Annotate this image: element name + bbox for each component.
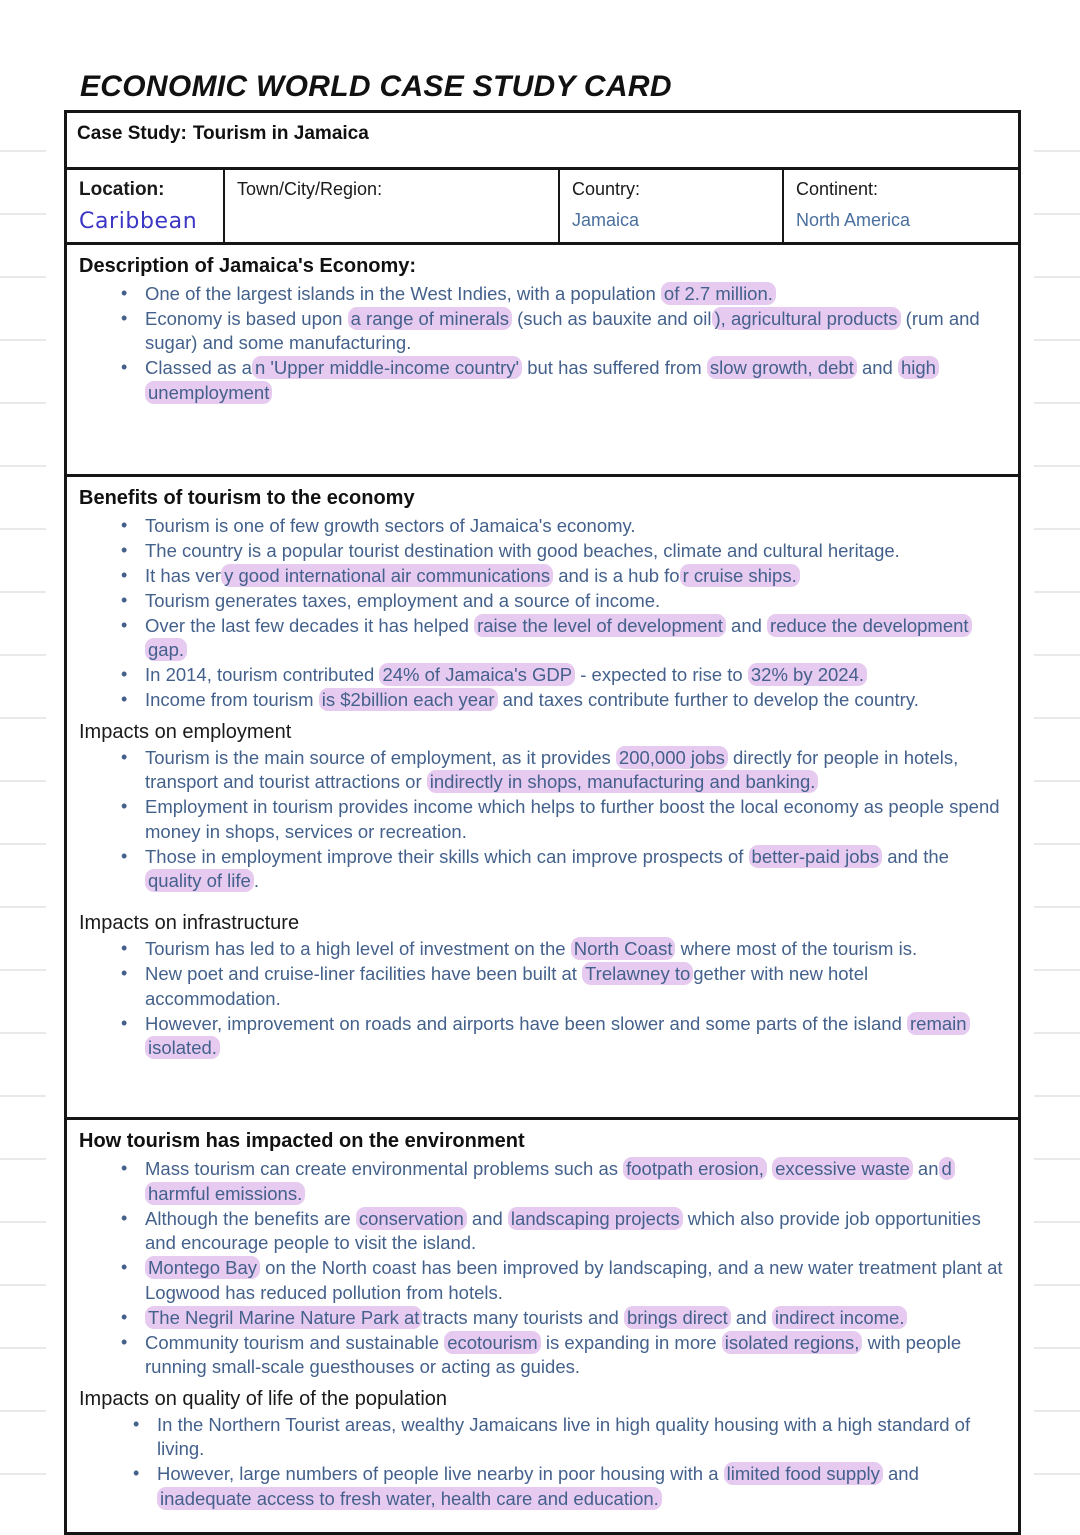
bullet-list-infrastructure (79, 937, 1006, 1061)
benefits-gap (79, 894, 1006, 904)
section-description (67, 245, 1018, 477)
section-environment (67, 1120, 1018, 1532)
highlighted-text: 32% by 2024. (748, 663, 867, 686)
subsection-heading-employment: Impacts on employment (79, 720, 292, 743)
list-item: • One of the largest islands in the West Indies, with a population of 2.7 million. (119, 282, 1006, 307)
cell-continent (784, 170, 1018, 242)
location-table (67, 170, 1018, 245)
bullet-list-benefits (79, 514, 1006, 713)
highlighted-text: landscaping projects (508, 1207, 683, 1230)
list-item: • However, large numbers of people live nearby in poor housing with a limited food supply and inadequate access to fresh water, health care and education. (131, 1462, 1006, 1511)
cell-country (560, 170, 784, 242)
highlighted-text: indirectly in shops, manufacturing and banking. (427, 770, 819, 793)
highlighted-text: limited food supply (724, 1462, 883, 1485)
highlighted-text: 200,000 jobs (616, 746, 728, 769)
highlighted-text: raise the level of development (474, 614, 726, 637)
location-value: Caribbean (79, 208, 198, 234)
highlighted-text: is $2billion each year (319, 688, 498, 711)
highlighted-text: inadequate access to fresh water, health care and education. (157, 1487, 662, 1510)
list-item: • Economy is based upon a range of minerals (such as bauxite and oil ), agricultural products (rum and sugar) and some manufacturing. (119, 307, 1006, 356)
list-item: • It has ver y good international air communications and is a hub fo r cruise ships. (119, 564, 1006, 589)
environment-blank-space (79, 1512, 1006, 1522)
highlighted-text: North Coast (571, 937, 676, 960)
highlighted-text: reduce the development gap. (145, 614, 972, 662)
bullet-list-environment (79, 1157, 1006, 1380)
highlighted-text: Trelawney to (582, 962, 693, 985)
section-benefits (67, 477, 1018, 1121)
list-item: • Montego Bay on the North coast has been improved by landscaping, and a new water treatment plant at Logwood has reduced pollution from hotels. (119, 1256, 1006, 1305)
description-blank-space (79, 406, 1006, 464)
list-item: • Tourism has led to a high level of investment on the North Coast where most of the tourism is. (119, 937, 1006, 962)
highlighted-text: d harmful emissions. (145, 1157, 955, 1205)
list-item: • Community tourism and sustainable ecotourism is expanding in more isolated regions, with people running small-scale guesthouses or acting as guides. (119, 1331, 1006, 1380)
list-item: • New poet and cruise-liner facilities have been built at Trelawney to gether with new hotel accommodation. (119, 962, 1006, 1011)
continent-value: North America (796, 210, 911, 231)
list-item: • In the Northern Tourist areas, wealthy Jamaicans live in high quality housing with a high standard of living. (131, 1413, 1006, 1462)
page-title: ECONOMIC WORLD CASE STUDY CARD (80, 70, 672, 103)
table-row (67, 170, 1018, 242)
highlighted-text: better-paid jobs (749, 845, 883, 868)
highlighted-text: a range of minerals (348, 307, 512, 330)
country-value: Jamaica (572, 210, 640, 231)
town-label: Town/City/Region: (237, 179, 383, 199)
highlighted-text: Montego Bay (145, 1256, 260, 1279)
highlighted-text: high unemployment (145, 356, 939, 404)
highlighted-text: ), agricultural products (712, 307, 901, 330)
list-item: • Employment in tourism provides income which helps to further boost the local economy as people spend money in shops, services or recreation. (119, 795, 1006, 844)
section-heading-benefits: Benefits of tourism to the economy (79, 486, 415, 509)
section-heading-environment: How tourism has impacted on the environment (79, 1130, 525, 1153)
list-item: • Mass tourism can create environmental problems such as footpath erosion, excessive waste an d harmful emissions. (119, 1157, 1006, 1206)
list-item: • The country is a popular tourist destination with good beaches, climate and cultural heritage. (119, 539, 1006, 564)
list-item: • Tourism is the main source of employment, as it provides 200,000 jobs directly for people in hotels, transport and tourist attractions or indirectly in shops, manufacturing and banking. (119, 746, 1006, 795)
bullet-list-quality-of-life (79, 1413, 1006, 1512)
highlighted-text: conservation (356, 1207, 467, 1230)
case-study-card (64, 110, 1021, 1535)
highlighted-text: brings direct (624, 1306, 731, 1329)
list-item: • Over the last few decades it has helped raise the level of development and reduce the development gap. (119, 614, 1006, 663)
highlighted-text: excessive waste (772, 1157, 913, 1180)
highlighted-text: 24% of Jamaica's GDP (379, 663, 575, 686)
highlighted-text: footpath erosion, (623, 1157, 767, 1180)
benefits-blank-space (79, 1061, 1006, 1107)
highlighted-text: indirect income. (772, 1306, 908, 1329)
highlighted-text: isolated regions, (722, 1331, 863, 1354)
bullet-list-employment (79, 746, 1006, 894)
highlighted-text: r cruise ships. (680, 564, 800, 587)
highlighted-text: y good international air communications (221, 564, 553, 587)
list-item: • However, improvement on roads and airports have been slower and some parts of the island remain isolated. (119, 1012, 1006, 1061)
cell-town-city-region (225, 170, 560, 242)
list-item: • Although the benefits are conservation and landscaping projects which also provide job opportunities and encourage people to visit the island. (119, 1207, 1006, 1256)
highlighted-text: of 2.7 million. (661, 282, 776, 305)
subsection-heading-infrastructure: Impacts on infrastructure (79, 912, 300, 935)
list-item: • Tourism generates taxes, employment and a source of income. (119, 589, 1006, 614)
bullet-list-description (79, 282, 1006, 406)
continent-label: Continent: (796, 179, 879, 199)
highlighted-text: quality of life (145, 869, 254, 892)
section-heading-description: Description of Jamaica's Economy: (79, 254, 417, 277)
list-item: • Tourism is one of few growth sectors of Jamaica's economy. (119, 514, 1006, 539)
list-item: • Classed as a n 'Upper middle-income country' but has suffered from slow growth, debt and high unemployment (119, 356, 1006, 405)
case-study-value: Tourism in Jamaica (192, 123, 369, 144)
location-label: Location: (79, 179, 165, 200)
highlighted-text: ecotourism (444, 1331, 540, 1354)
highlighted-text: n 'Upper middle-income country' (252, 356, 522, 379)
case-study-label: Case Study: (77, 123, 187, 144)
case-study-header (67, 113, 1018, 170)
list-item: • In 2014, tourism contributed 24% of Jamaica's GDP - expected to rise to 32% by 2024. (119, 663, 1006, 688)
list-item: • Those in employment improve their skills which can improve prospects of better-paid jobs and the quality of life . (119, 845, 1006, 894)
highlighted-text: The Negril Marine Nature Park at (145, 1306, 422, 1329)
country-label: Country: (572, 179, 641, 199)
cell-location (67, 170, 225, 242)
highlighted-text: slow growth, debt (707, 356, 857, 379)
highlighted-text: remain isolated. (145, 1012, 970, 1060)
list-item: • Income from tourism is $2billion each year and taxes contribute further to develop the country. (119, 688, 1006, 713)
list-item: • The Negril Marine Nature Park at tracts many tourists and brings direct and indirect income. (119, 1306, 1006, 1331)
subsection-heading-quality-of-life: Impacts on quality of life of the population (79, 1387, 448, 1410)
